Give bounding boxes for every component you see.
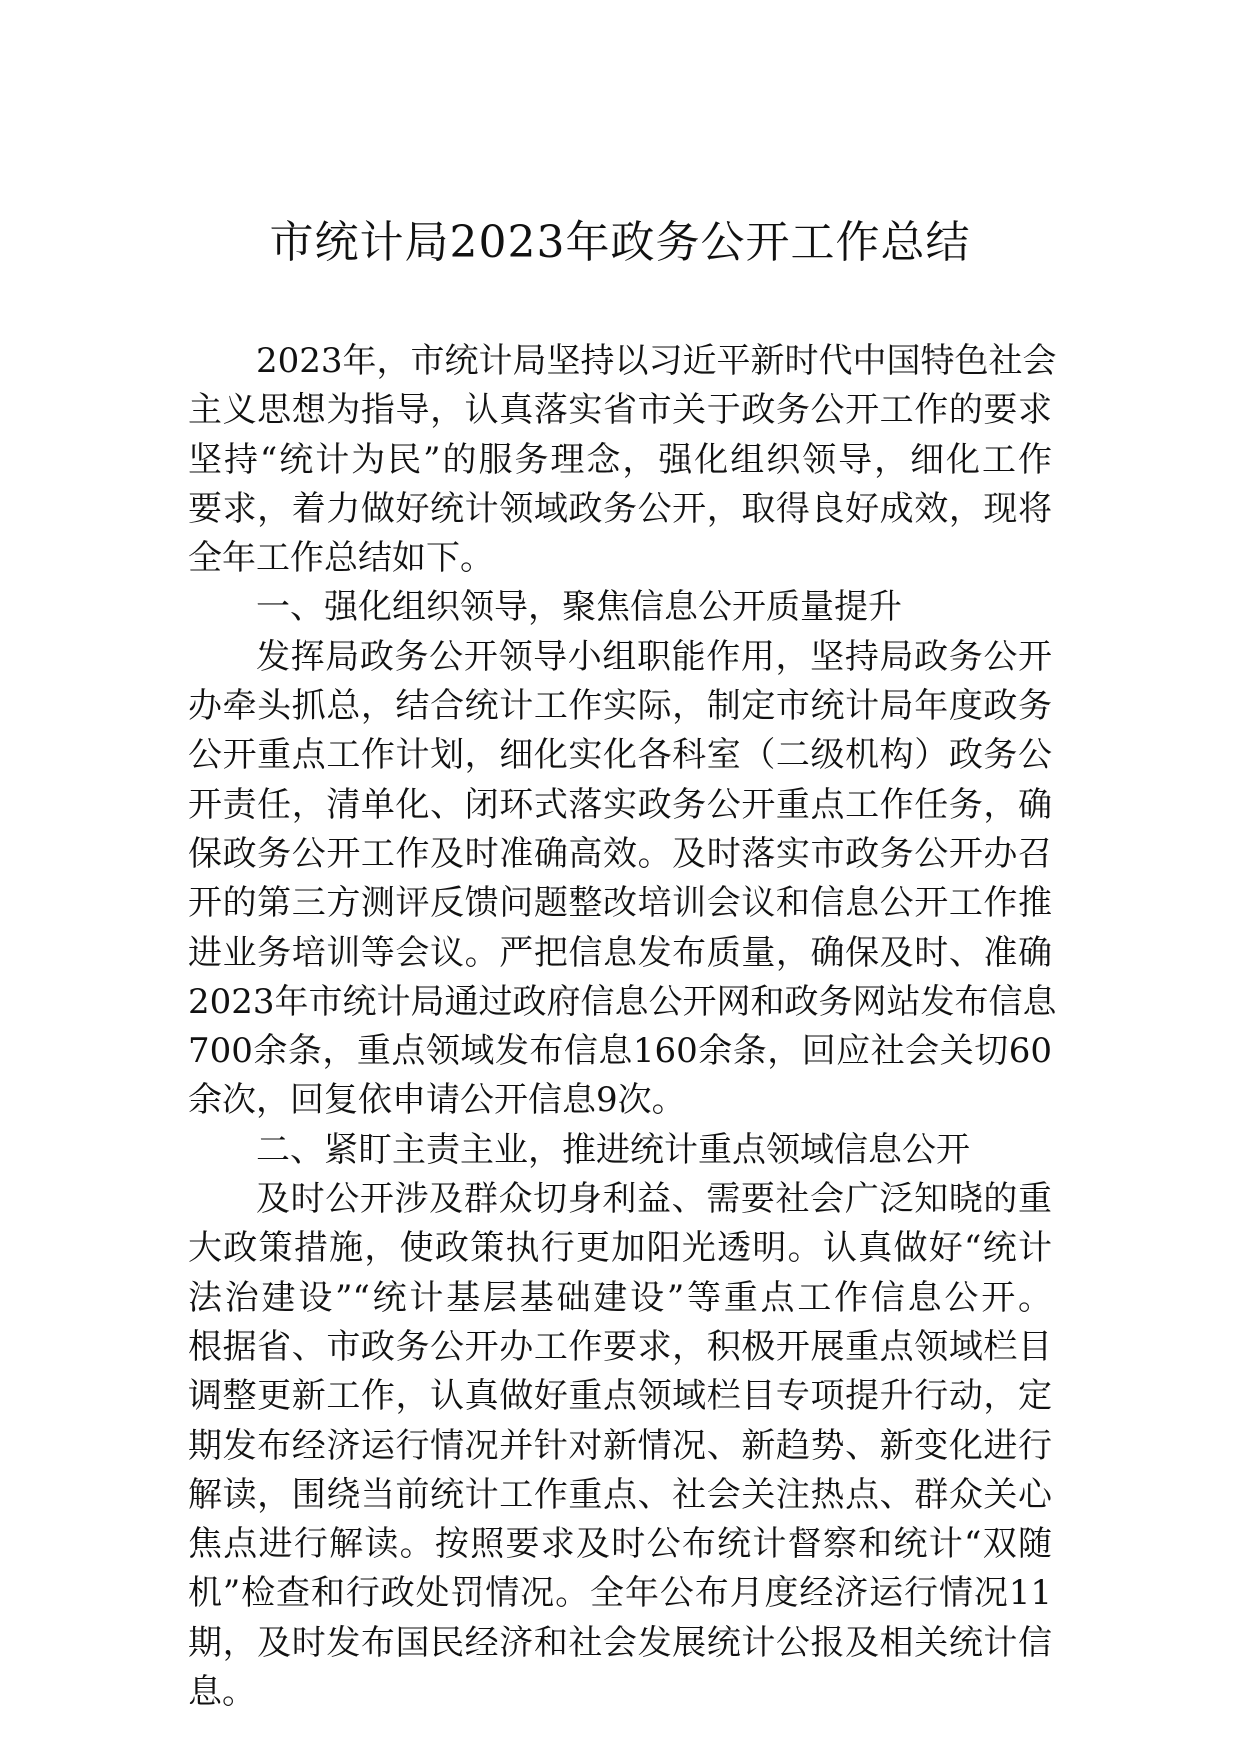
paragraph-line: 息。: [188, 1672, 256, 1713]
section-heading: 二、紧盯主责主业，推进统计重点领域信息公开: [256, 1129, 970, 1170]
paragraph-line: 坚持“统计为民”的服务理念，强化组织领导，细化工作: [188, 439, 1052, 480]
paragraph-line: 机”检查和行政处罚情况。全年公布月度经济运行情况11: [188, 1573, 1052, 1614]
paragraph-line: 发挥局政务公开领导小组职能作用，坚持局政务公开: [256, 636, 1052, 677]
paragraph-line: 要求，着力做好统计领域政务公开，取得良好成效，现将: [188, 488, 1052, 529]
paragraph-line: 主义思想为指导，认真落实省市关于政务公开工作的要求: [188, 390, 1052, 431]
paragraph-line: 开的第三方测评反馈问题整改培训会议和信息公开工作推: [188, 883, 1052, 924]
paragraph-line: 开责任，清单化、闭环式落实政务公开重点工作任务，确: [188, 784, 1052, 825]
paragraph-line: 根据省、市政务公开办工作要求，积极开展重点领域栏目: [188, 1326, 1052, 1367]
paragraph-line: 办牵头抓总，结合统计工作实际，制定市统计局年度政务: [188, 686, 1052, 727]
paragraph-line: 2023年，市统计局坚持以习近平新时代中国特色社会: [256, 341, 1057, 381]
paragraph-line: 及时公开涉及群众切身利益、需要社会广泛知晓的重: [256, 1179, 1052, 1220]
paragraph-line: 公开重点工作计划，细化实化各科室（二级机构）政务公: [188, 735, 1052, 776]
document-title: 市统计局2023年政务公开工作总结: [269, 217, 971, 268]
paragraph-line: 余次，回复依申请公开信息9次。: [188, 1080, 686, 1121]
paragraph-line: 2023年市统计局通过政府信息公开网和政务网站发布信息: [188, 981, 1057, 1022]
section-heading: 一、强化组织领导，聚焦信息公开质量提升: [256, 587, 902, 628]
paragraph-line: 700余条，重点领域发布信息160余条，回应社会关切60: [188, 1031, 1052, 1072]
paragraph-line: 调整更新工作，认真做好重点领域栏目专项提升行动，定: [188, 1376, 1052, 1417]
paragraph-line: 进业务培训等会议。严把信息发布质量，确保及时、准确: [188, 932, 1052, 973]
paragraph-line: 焦点进行解读。按照要求及时公布统计督察和统计“双随: [188, 1524, 1052, 1565]
paragraph-line: 大政策措施，使政策执行更加阳光透明。认真做好“统计: [188, 1228, 1052, 1269]
paragraph-line: 期，及时发布国民经济和社会发展统计公报及相关统计信: [188, 1622, 1052, 1663]
paragraph-line: 解读，围绕当前统计工作重点、社会关注热点、群众关心: [188, 1474, 1052, 1515]
paragraph-line: 保政务公开工作及时准确高效。及时落实市政务公开办召: [188, 833, 1052, 874]
paragraph-line: 全年工作总结如下。: [188, 538, 494, 579]
paragraph-line: 法治建设”“统计基层基础建设”等重点工作信息公开。: [188, 1277, 1052, 1318]
paragraph-line: 期发布经济运行情况并针对新情况、新趋势、新变化进行: [188, 1425, 1052, 1466]
document-body: [188, 337, 1057, 1717]
